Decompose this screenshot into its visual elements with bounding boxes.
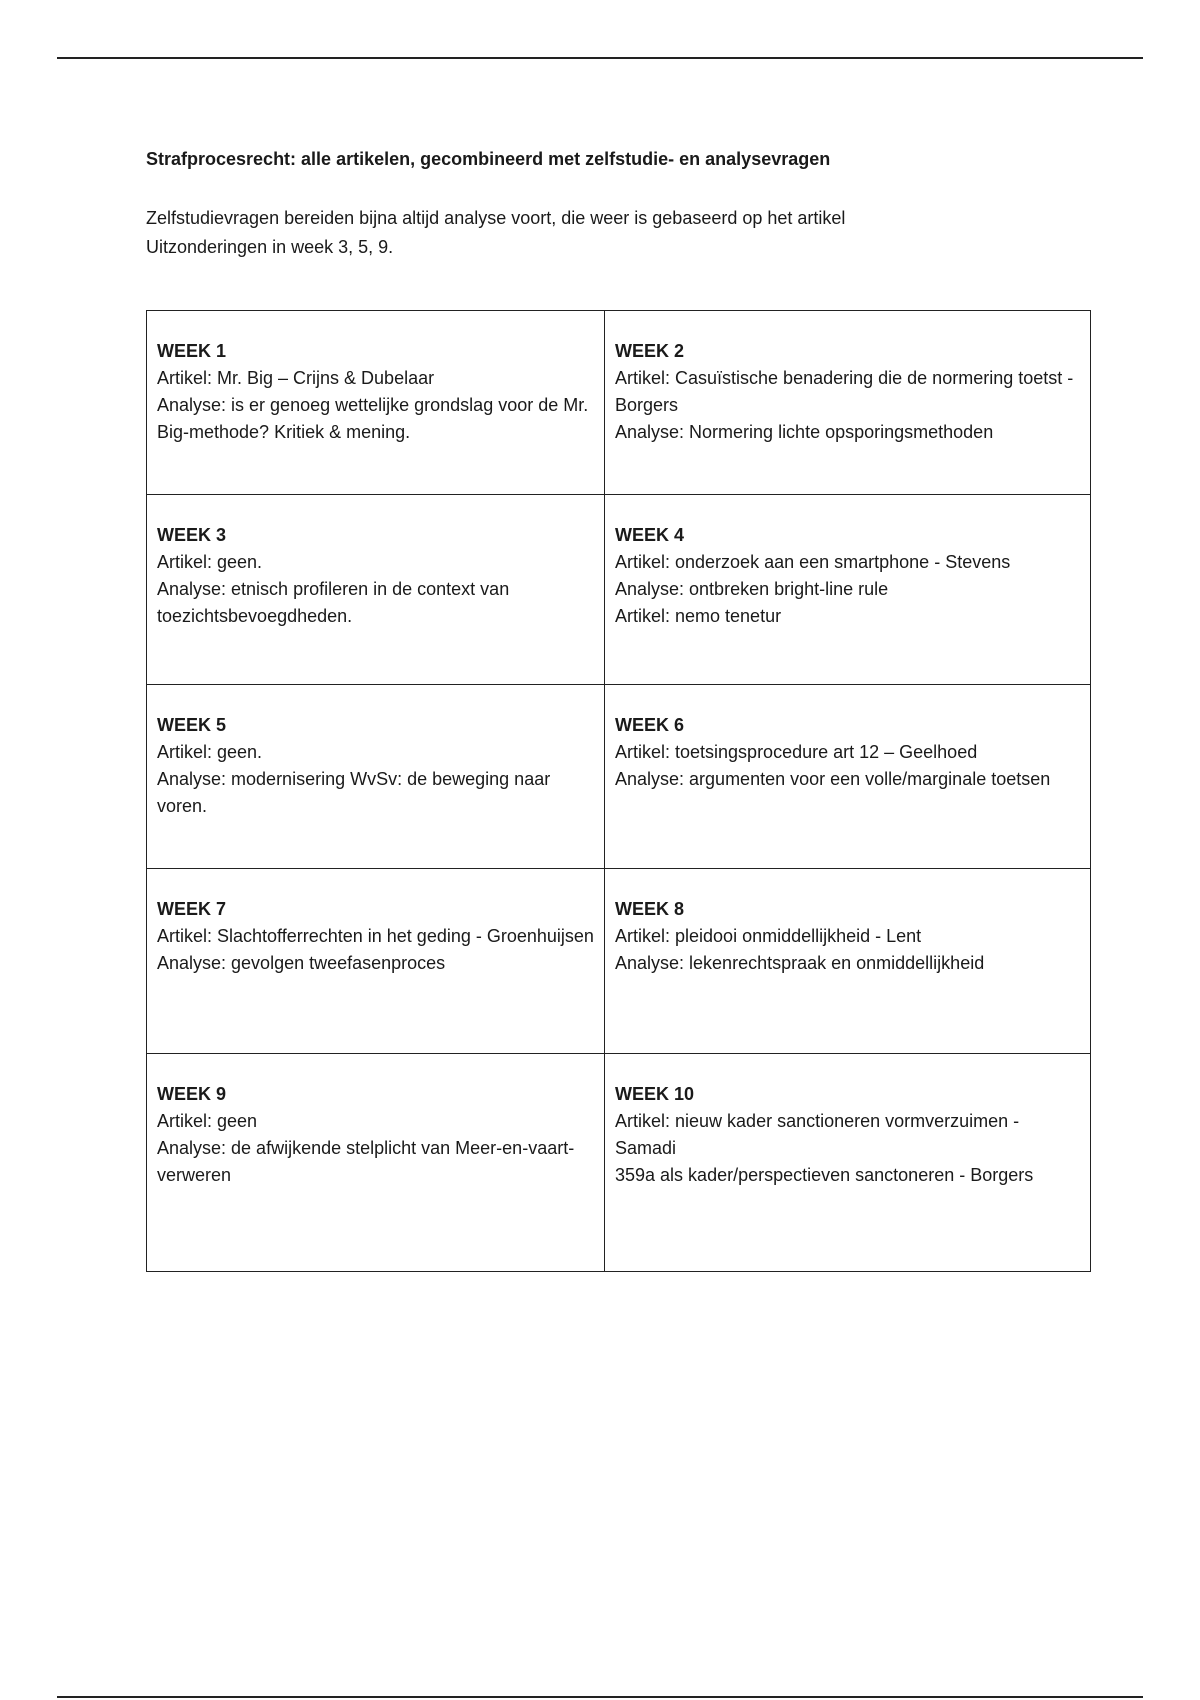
week-article-extra: Artikel: nemo tenetur bbox=[615, 606, 782, 626]
week-analysis: Analyse: modernisering WvSv: de beweging naar voren. bbox=[157, 769, 551, 816]
week-analysis: Analyse: etnisch profileren in de context van toezichtsbevoegdheden. bbox=[157, 579, 510, 626]
week-cell-9 bbox=[147, 1054, 605, 1272]
week-title: WEEK 8 bbox=[615, 899, 685, 919]
week-analysis: Analyse: Normering lichte opsporingsmethoden bbox=[615, 422, 994, 442]
week-analysis: Analyse: argumenten voor een volle/marginale toetsen bbox=[615, 769, 1051, 789]
week-article: Artikel: geen bbox=[157, 1111, 258, 1131]
week-article: Artikel: geen. bbox=[157, 742, 263, 762]
week-title: WEEK 1 bbox=[157, 341, 227, 361]
week-title: WEEK 7 bbox=[157, 899, 227, 919]
week-title: WEEK 3 bbox=[157, 525, 227, 545]
week-article: Artikel: onderzoek aan een smartphone - Stevens bbox=[615, 552, 1011, 572]
header-rule bbox=[57, 57, 1143, 59]
week-cell-3 bbox=[147, 495, 605, 685]
table-row bbox=[147, 495, 1091, 685]
week-article: Artikel: Slachtofferrechten in het geding - Groenhuijsen bbox=[157, 926, 594, 946]
week-article: Artikel: toetsingsprocedure art 12 – Geelhoed bbox=[615, 742, 978, 762]
table-row bbox=[147, 1054, 1091, 1272]
week-cell-5 bbox=[147, 685, 605, 869]
table-row bbox=[147, 311, 1091, 495]
intro-line-1: Zelfstudievragen bereiden bijna altijd analyse voort, die weer is gebaseerd op het artikel bbox=[146, 208, 846, 228]
week-article: Artikel: geen. bbox=[157, 552, 263, 572]
week-article: Artikel: nieuw kader sanctioneren vormverzuimen - Samadi bbox=[615, 1111, 1020, 1158]
week-title: WEEK 9 bbox=[157, 1084, 227, 1104]
week-cell-6 bbox=[605, 685, 1091, 869]
week-analysis: Analyse: gevolgen tweefasenproces bbox=[157, 953, 446, 973]
week-analysis: Analyse: is er genoeg wettelijke grondslag voor de Mr. Big-methode? Kritiek & mening. bbox=[157, 395, 589, 442]
week-analysis: Analyse: ontbreken bright-line rule bbox=[615, 579, 889, 599]
week-cell-8 bbox=[605, 869, 1091, 1054]
week-cell-10 bbox=[605, 1054, 1091, 1272]
week-cell-4 bbox=[605, 495, 1091, 685]
table-row bbox=[147, 685, 1091, 869]
weeks-table bbox=[146, 310, 1091, 1272]
week-analysis: Analyse: lekenrechtspraak en onmiddellijkheid bbox=[615, 953, 985, 973]
week-article-extra: 359a als kader/perspectieven sanctoneren - Borgers bbox=[615, 1165, 1034, 1185]
week-title: WEEK 6 bbox=[615, 715, 685, 735]
week-article: Artikel: pleidooi onmiddellijkheid - Lent bbox=[615, 926, 922, 946]
week-title: WEEK 5 bbox=[157, 715, 227, 735]
week-cell-7 bbox=[147, 869, 605, 1054]
week-title: WEEK 2 bbox=[615, 341, 685, 361]
week-title: WEEK 10 bbox=[615, 1084, 695, 1104]
week-article: Artikel: Mr. Big – Crijns & Dubelaar bbox=[157, 368, 435, 388]
week-cell-1 bbox=[147, 311, 605, 495]
intro-line-2: Uitzonderingen in week 3, 5, 9. bbox=[146, 237, 394, 257]
footer-rule bbox=[57, 1696, 1143, 1698]
week-cell-2 bbox=[605, 311, 1091, 495]
week-article: Artikel: Casuïstische benadering die de normering toetst - Borgers bbox=[615, 368, 1074, 415]
table-row bbox=[147, 869, 1091, 1054]
document-title: Strafprocesrecht: alle artikelen, gecombineerd met zelfstudie- en analysevragen bbox=[146, 149, 831, 169]
week-analysis: Analyse: de afwijkende stelplicht van Meer-en-vaart-verweren bbox=[157, 1138, 575, 1185]
week-title: WEEK 4 bbox=[615, 525, 685, 545]
intro-paragraph bbox=[146, 204, 845, 262]
